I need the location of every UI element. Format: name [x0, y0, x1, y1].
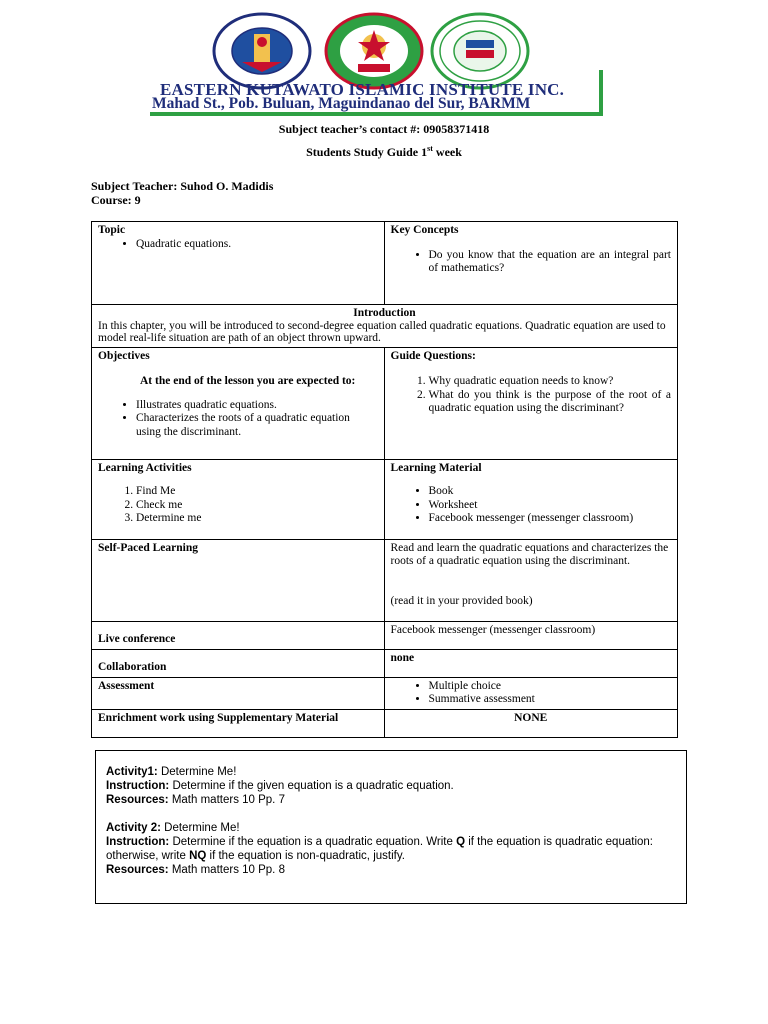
- collaboration-label: Collaboration: [92, 649, 385, 677]
- topic-row: [92, 222, 678, 305]
- guide-questions-cell: Guide Questions: 1. Why quadratic equation needs to know? 2. What do you think is the purpose of the root of a quadratic equation using the discriminant?: [384, 347, 678, 459]
- enrichment-value: NONE: [384, 709, 678, 737]
- self-paced-cell: [384, 539, 678, 621]
- live-conference-row: [92, 621, 678, 649]
- introduction-row: [92, 305, 678, 348]
- banner-underline: [150, 112, 601, 116]
- key-concepts-cell: Key Concepts • Do you know that the equation are an integral part of mathematics?: [384, 222, 678, 305]
- activity-1-resources: Resources: Math matters 10 Pp. 7: [106, 794, 285, 806]
- topic-cell: Topic • Quadratic equations.: [92, 222, 385, 305]
- learning-material-item: • Facebook messenger (messenger classroom): [429, 512, 672, 526]
- self-paced-row: [92, 539, 678, 621]
- activity-2-resources: Resources: Math matters 10 Pp. 8: [106, 864, 285, 876]
- learning-row: [92, 459, 678, 539]
- self-paced-note: (read it in your provided book): [390, 594, 533, 607]
- school-banner: [148, 70, 603, 116]
- objectives-lead: At the end of the lesson you are expected to:: [140, 375, 356, 387]
- objective-item: • Illustrates quadratic equations.: [136, 399, 378, 413]
- enrichment-label: Enrichment work using Supplementary Material: [92, 709, 385, 737]
- school-address: Mahad St., Pob. Buluan, Maguindanao del Sur, BARMM: [152, 95, 531, 112]
- school-name: EASTERN KUTAWATO ISLAMIC INSTITUTE INC.: [160, 80, 565, 99]
- contact-line: Subject teacher’s contact #: 09058371418: [278, 122, 490, 136]
- guide-question-item: 1. Why quadratic equation needs to know?: [429, 375, 672, 389]
- guide-question-item: 2. What do you think is the purpose of the root of a quadratic equation using the discriminant?: [429, 389, 672, 416]
- activity-box: [95, 750, 687, 904]
- topic-item: • Quadratic equations.: [136, 238, 378, 252]
- introduction-text: In this chapter, you will be introduced to second-degree equation called quadratic equations. Quadratic equation are used to model real-life situation are path of an object thrown upward.: [98, 319, 666, 344]
- learning-material-cell: Learning Material • Book • Worksheet • Facebook messenger (messenger classroom): [384, 459, 678, 539]
- subject-teacher: Subject Teacher: Suhod O. Madidis: [91, 179, 274, 193]
- course: Course: 9: [91, 193, 141, 207]
- key-concept-item: • Do you know that the equation are an integral part of mathematics?: [429, 249, 672, 276]
- learning-activity-item: 1. Find Me: [136, 485, 378, 499]
- assessment-row: [92, 677, 678, 709]
- learning-activity-item: 3. Determine me: [136, 512, 378, 526]
- learning-activity-item: 2. Check me: [136, 499, 378, 513]
- activity-2-instruction: Instruction: Determine if the equation is a quadratic equation. Write Q if the equation is quadratic equation: otherwise, write NQ if the equation is non-quadratic, justify.: [106, 836, 653, 862]
- learning-activities-cell: Learning Activities 1. Find Me 2. Check me 3. Determine me: [92, 459, 385, 539]
- self-paced-text: Read and learn the quadratic equations and characterizes the roots of a quadratic equation using the discriminant.: [390, 541, 669, 567]
- self-paced-label: Self-Paced Learning: [92, 539, 385, 621]
- learning-material-item: • Worksheet: [429, 499, 672, 513]
- collaboration-value: none: [384, 649, 678, 677]
- objectives-cell: Objectives At the end of the lesson you are expected to: • Illustrates quadratic equations. • Characterizes the roots of a quadratic equation using the discriminant.: [92, 347, 385, 459]
- activity-1-title: Activity1: Determine Me!: [106, 766, 237, 778]
- objective-item: • Characterizes the roots of a quadratic equation using the discriminant.: [136, 412, 378, 439]
- enrichment-row: [92, 709, 678, 737]
- assessment-cell: [384, 677, 678, 709]
- activity-2-title: Activity 2: Determine Me!: [106, 822, 240, 834]
- banner-sidebar: [599, 70, 603, 116]
- assessment-label: Assessment: [92, 677, 385, 709]
- live-conference-value: Facebook messenger (messenger classroom): [384, 621, 678, 649]
- learning-material-item: • Book: [429, 485, 672, 499]
- guide-title: Students Study Guide 1st week: [306, 144, 462, 159]
- activity-1-instruction: Instruction: Determine if the given equation is a quadratic equation.: [106, 780, 454, 792]
- assessment-item: • Summative assessment: [429, 693, 672, 707]
- objectives-row: [92, 347, 678, 459]
- assessment-item: • Multiple choice: [429, 680, 672, 694]
- collaboration-row: [92, 649, 678, 677]
- live-conference-label: Live conference: [92, 621, 385, 649]
- study-guide-table: [91, 221, 678, 738]
- introduction-cell: Introduction In this chapter, you will be introduced to second-degree equation called quadratic equations. Quadratic equation are used to model real-life situation are path of an object thrown upward.: [92, 305, 678, 348]
